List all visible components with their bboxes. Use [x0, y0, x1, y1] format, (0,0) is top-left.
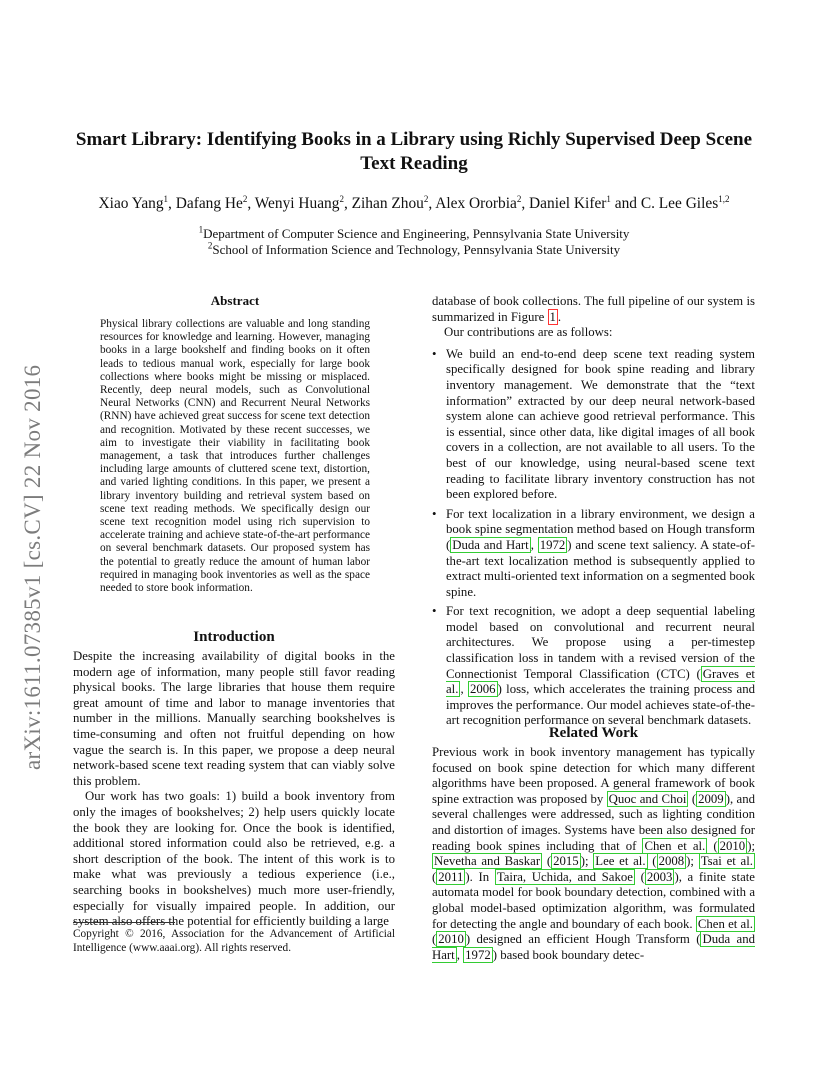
- paragraph-text: ) based book boundary detec-: [492, 947, 645, 962]
- bullet-text: ,: [460, 682, 468, 697]
- author-name: , Wenyi Huang: [247, 195, 340, 212]
- intro-paragraph: Our work has two goals: 1) build a book inventory from only the images of bookshelves; 2) help users quickly locate the book they are looking for. Once the book is identified, additional stored information could also be retrieved, e.g. a short description of the book. The intent of this work is to make what was previously a tedious experience (i.e., searching books in bookshelves) much more user-friendly, especially for visually impaired people. In addition, our system also offers the potential for efficiently building a large: [73, 789, 395, 929]
- paragraph-text: (: [432, 932, 437, 947]
- paragraph-text: (: [707, 838, 718, 853]
- affiliation-line: [60, 242, 768, 258]
- affiliation-line: [60, 226, 768, 242]
- paragraph-text: );: [580, 854, 594, 869]
- author-name: Xiao Yang: [98, 195, 164, 212]
- paper-title: Smart Library: Identifying Books in a Library using Richly Supervised Deep Scene Text Reading: [75, 129, 753, 174]
- contributions-intro: Our contributions are as follows:: [444, 325, 613, 340]
- paragraph-text: database of book collections. The full pipeline of our system is summarized in Figure: [432, 294, 755, 324]
- citation-link[interactable]: Lee et al.: [595, 854, 646, 869]
- bullet-text: ) and scene text saliency. A state-of-the-art text localization method is subsequently applied to extract multi-oriented text information on a segmented book spine.: [446, 537, 755, 599]
- author-name: , Dafang He: [168, 195, 243, 212]
- citation-link[interactable]: Taira, Uchida, and Sakoe: [496, 869, 633, 884]
- bullet-icon: •: [432, 604, 437, 619]
- paragraph-text: .: [557, 309, 562, 324]
- citation-year-link[interactable]: 1972: [465, 947, 491, 962]
- bullet-text: ,: [530, 537, 538, 552]
- author-name: , Zihan Zhou: [343, 195, 424, 212]
- author-name: and C. Lee Giles: [610, 195, 719, 212]
- citation-link[interactable]: Nevetha and Baskar: [434, 854, 541, 869]
- author-affil-mark: 2: [423, 193, 429, 204]
- affiliation-text: School of Information Science and Technology, Pennsylvania State University: [212, 242, 621, 257]
- abstract-text: Physical library collections are valuable and long standing resources for knowledge and learning. However, managing books in a large bookshelf and finding books on it often leads to tedious manual work, especially for large book collections where books might be missing or misplaced. Recently, deep neural models, such as Convolutional Neural Networks (CNN) and Recurrent Neural Networks (RNN) have achieved great success for scene text detection and recognition. Motivated by these recent successes, we aim to investigate their viability in facilitating book management, a task that introduces further challenges including large amounts of cluttered scene text, distortion, and varied lighting conditions. In this paper, we present a library inventory building and retrieval system based on scene text reading methods. We specifically design our scene text recognition model using rich supervision to accelerate training and achieve state-of-the-art performance on several benchmark datasets. Our proposed system has the potential to greatly reduce the amount of human labor required in managing book inventories as well as the space needed to store book information.: [100, 318, 370, 595]
- citation-year-link[interactable]: 2011: [438, 869, 464, 884]
- author-affil-mark: 1,2: [718, 193, 730, 204]
- arxiv-id: arXiv:1611.07385v1 [cs.CV] 22 Nov 2016: [20, 364, 45, 770]
- figure-reference-link[interactable]: 1: [549, 309, 556, 324]
- author-name: , Daniel Kifer: [521, 195, 607, 212]
- footnote-rule: [73, 922, 175, 923]
- paragraph-text: );: [747, 838, 756, 853]
- paragraph-text: ). In: [465, 869, 495, 884]
- citation-year-link[interactable]: 1972: [539, 537, 566, 552]
- pipeline-paragraph: [432, 294, 755, 325]
- contribution-bullet: [432, 347, 755, 503]
- author-affil-mark: 2: [516, 193, 522, 204]
- paragraph-text: ) designed an efficient Hough Transform (: [465, 932, 701, 947]
- citation-link[interactable]: Quoc and Choi: [608, 791, 687, 806]
- paragraph-text: (: [542, 854, 552, 869]
- author-affil-mark: 2: [242, 193, 248, 204]
- author-affil-mark: 1: [606, 193, 611, 204]
- related-work-heading: Related Work: [548, 725, 639, 741]
- affiliation-text: Department of Computer Science and Engineering, Pennsylvania State University: [203, 226, 630, 241]
- citation-year-link[interactable]: 2008: [658, 854, 685, 869]
- paragraph-text: (: [688, 791, 697, 806]
- author-name: , Alex Ororbia: [428, 195, 517, 212]
- author-affil-mark: 2: [339, 193, 344, 204]
- author-list: [40, 194, 788, 214]
- abstract-heading: Abstract: [210, 293, 260, 308]
- paragraph-text: Previous work in book inventory management has typically focused on book spine detection for which many different algorithms have been proposed. A general framework of book spine extraction was proposed by: [432, 745, 755, 806]
- paragraph-text: (: [432, 869, 437, 884]
- affiliation-number: 1: [198, 224, 204, 235]
- paragraph-text: ,: [456, 947, 464, 962]
- contribution-bullet: [432, 604, 755, 729]
- bullet-text: For text localization in a library environment, we design a book spine segmentation method based on Hough transform (: [446, 506, 755, 552]
- contribution-bullet: [432, 507, 755, 601]
- paragraph-text: );: [686, 854, 699, 869]
- affiliations: [60, 226, 768, 258]
- citation-link[interactable]: Duda and Hart: [452, 537, 529, 552]
- citation-link[interactable]: Duda and Hart: [432, 932, 755, 962]
- citation-year-link[interactable]: 2010: [438, 932, 464, 947]
- paragraph-text: ), and several challenges were addressed, such as lighting condition and distortion of images. Systems have been also designed for reading book spines including that of: [432, 791, 755, 853]
- bullet-icon: •: [432, 506, 437, 521]
- bullet-icon: •: [432, 346, 437, 361]
- paragraph-text: ), a finite state automata model for book boundary detection, combined with a global model-based optimization algorithm, was formulated for detecting the angle and boundary of each book.: [432, 869, 755, 931]
- right-column-body: [432, 294, 755, 729]
- copyright-notice: Copyright © 2016, Association for the Advancement of Artificial Intelligence (www.aaai.org). All rights reserved.: [73, 928, 395, 954]
- author-affil-mark: 1: [163, 193, 169, 204]
- intro-paragraph: Despite the increasing availability of digital books in the modern age of information, many people still favor reading physical books. The large libraries that house them require great amount of time and labor to manage inventories that number in the millions. Manually searching bookshelves is time-consuming and often not fruitful depending on how vague the search is. In this paper, we propose a deep neural network-based scene text reading system that can viably solve this problem.: [73, 649, 395, 788]
- introduction-body: [73, 649, 395, 930]
- paragraph-text: (: [634, 869, 645, 884]
- citation-link[interactable]: Graves et al.: [446, 666, 755, 697]
- citation-link[interactable]: Chen et al.: [644, 838, 706, 853]
- citation-year-link[interactable]: 2010: [719, 838, 746, 853]
- introduction-heading: Introduction: [193, 629, 275, 645]
- bullet-text: For text recognition, we adopt a deep sequential labeling model based on convolutional and recurrent neural architectures. We propose using a per-timestep classification loss in tandem with a revised version of the Connectionist Temporal Classification (CTC) (: [446, 604, 755, 681]
- citation-link[interactable]: Chen et al.: [697, 916, 753, 931]
- bullet-text: We build an end-to-end deep scene text reading system specifically designed for book spine reading and library inventory management. We demonstrate that the “text information” extracted by our deep neural network-based system alone can achieve good retrieval performance. This is essential, since other data, like digital images of all book covers in a collection, are not available to all users. To the best of our knowledge, using neural-based scene text reading to facilitate library inventory construction has not been explored before.: [446, 346, 755, 502]
- citation-year-link[interactable]: 2009: [698, 791, 724, 806]
- affiliation-number: 2: [207, 240, 213, 251]
- related-work-body: [432, 745, 755, 963]
- paragraph-text: (: [647, 854, 657, 869]
- citation-year-link[interactable]: 2006: [469, 682, 496, 697]
- arxiv-stamp: [16, 270, 50, 770]
- bullet-text: ) loss, which accelerates the training process and improves the performance. Our model achieves state-of-the-art recognition performance on several benchmark datasets.: [446, 682, 755, 728]
- citation-year-link[interactable]: 2015: [553, 854, 579, 869]
- citation-year-link[interactable]: 2003: [646, 869, 673, 884]
- citation-link[interactable]: Tsai et al.: [700, 854, 753, 869]
